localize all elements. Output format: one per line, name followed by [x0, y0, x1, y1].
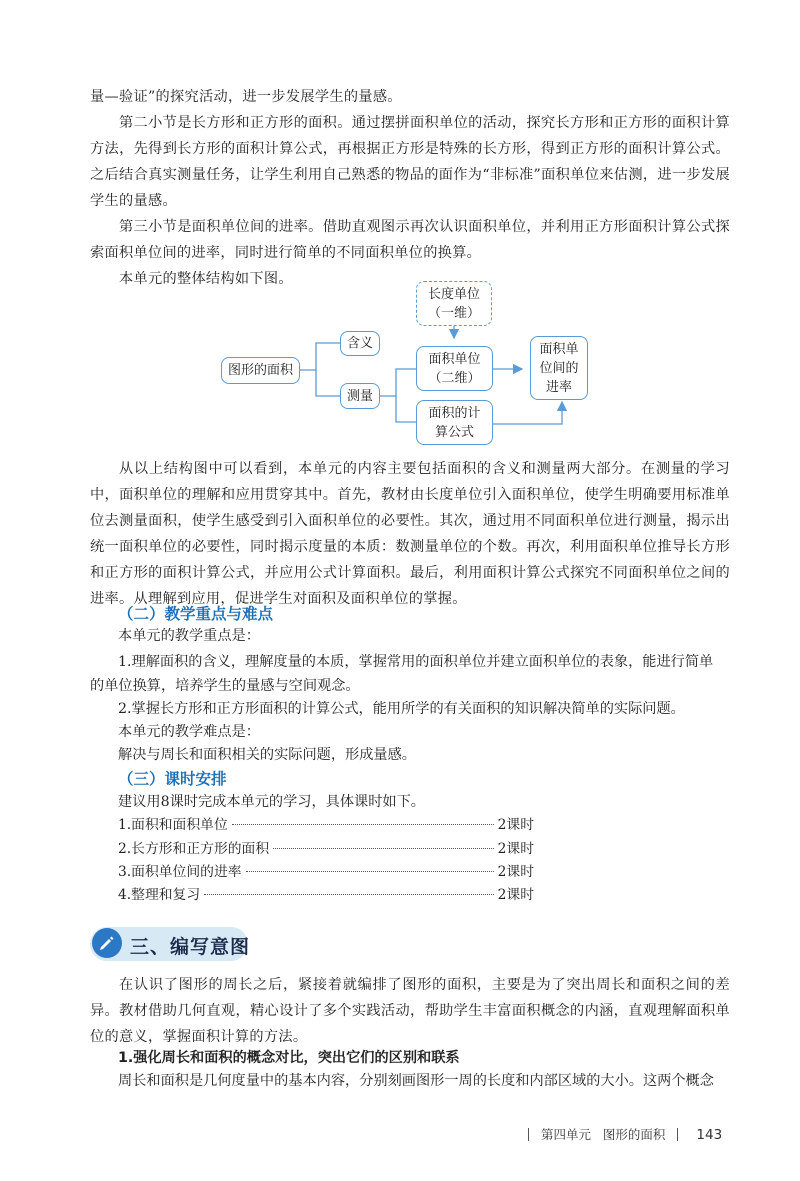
footer-divider — [677, 1128, 678, 1141]
diagram-unit-rate-line3: 进率 — [545, 379, 572, 395]
schedule-row — [118, 814, 534, 836]
paragraph-4: 本单元的整体结构如下图。 — [119, 271, 293, 287]
connector-measure — [316, 370, 340, 396]
diagram-area-of-shapes — [221, 357, 300, 384]
schedule-item: 2.长方形和正方形的面积 — [118, 841, 270, 857]
footer-unit: 第四单元 — [540, 1127, 591, 1142]
paragraph-5: 从以上结构图中可以看到，本单元的内容主要包括面积的含义和测量两大部分。在测量的学习中，面积单位的理解和应用贯穿其中。首先，教材由长度单位引入面积单位，使学生明确要用标准单位去测量面积，使学生感受到引入面积单位的必要性。其次，通过用不同面积单位进行测量，揭示出统一面积单位的必要性，同时揭示度量的本质：数测量单位的个数。再次，利用面积单位推导长方形和正方形的面积计算公式，并应用公式计算面积。最后，利用面积计算公式探究不同面积单位之间的进率。从理解到应用，促进学生对面积及面积单位的掌握。 — [90, 461, 730, 607]
page-number: 143 — [696, 1127, 723, 1143]
diagram-meaning-label: 含义 — [346, 336, 373, 351]
leader-dots — [232, 824, 494, 825]
schedule-intro: 建议用8课时完成本单元的学习，具体课时如下。 — [118, 794, 425, 810]
schedule-hours: 2课时 — [497, 864, 534, 880]
diagram-measure — [340, 383, 380, 409]
diagram-unit-rate-line2: 位间的 — [539, 360, 579, 376]
leader-dots — [273, 848, 493, 849]
diagram-unit-rate-line1: 面积单 — [539, 341, 579, 357]
key-point-1-line2: 的单位换算，培养学生的量感与空间观念。 — [90, 678, 360, 694]
diagram-area-of-shapes-label: 图形的面积 — [227, 363, 293, 378]
schedule-hours: 2课时 — [497, 841, 534, 857]
schedule-item: 4.整理和复习 — [118, 887, 201, 903]
connector-meaning — [300, 343, 340, 370]
schedule-hours: 2课时 — [497, 887, 534, 903]
connector-area-unit — [380, 369, 416, 396]
schedule-row — [118, 884, 534, 906]
diagram-connectors — [0, 0, 800, 460]
schedule-row — [118, 838, 534, 860]
diagram-area-unit — [416, 346, 493, 391]
schedule-row — [118, 861, 534, 883]
footer-divider — [528, 1128, 529, 1141]
footer-title: 图形的面积 — [602, 1127, 666, 1142]
paragraph-3: 第三小节是面积单位间的进率。借助直观图示再次认识面积单位，并利用正方形面积计算公式探索面积单位间的进率，同时进行简单的不同面积单位的换算。 — [90, 219, 730, 261]
schedule-hours: 2课时 — [497, 817, 534, 833]
diagram-area-formula — [416, 400, 493, 445]
key-point-2: 2.掌握长方形和正方形面积的计算公式，能用所学的有关面积的知识解决简单的实际问题。 — [118, 701, 685, 717]
key-points-intro: 本单元的教学重点是： — [118, 628, 260, 644]
part-three-paragraph-1: 在认识了图形的周长之后，紧接着就编排了图形的面积，主要是为了突出周长和面积之间的差异。教材借助几何直观，精心设计了多个实践活动，帮助学生丰富面积概念的内涵，直观理解面积单位的意义，掌握面积计算的方法。 — [90, 977, 730, 1045]
paragraph-1: 量—验证”的探究活动，进一步发展学生的量感。 — [90, 89, 402, 105]
diagram-meaning — [340, 331, 380, 356]
diagram-length-unit-line2: （一维） — [427, 305, 480, 321]
diagram-area-formula-line2: 算公式 — [434, 424, 474, 440]
diagram-area-unit-line1: 面积单位 — [428, 351, 481, 367]
diagram-measure-label: 测量 — [346, 388, 373, 404]
pen-icon — [92, 928, 122, 958]
section-key-difficult-heading: （二）教学重点与难点 — [118, 605, 274, 623]
schedule-item: 1.面积和面积单位 — [118, 817, 228, 833]
schedule-item: 3.面积单位间的进率 — [118, 864, 242, 880]
leader-dots — [204, 894, 493, 895]
part-three-subheading: 1.强化周长和面积的概念对比，突出它们的区别和联系 — [118, 1050, 460, 1066]
page-footer — [520, 1125, 722, 1143]
arrow-formula-to-rate — [493, 402, 562, 424]
diagram-length-unit — [416, 281, 492, 326]
section-schedule-heading: （三）课时安排 — [118, 770, 227, 788]
diagram-area-unit-line2: （二维） — [428, 370, 481, 386]
leader-dots — [246, 871, 494, 872]
diagram-length-unit-line1: 长度单位 — [427, 286, 480, 302]
part-three-paragraph-2: 周长和面积是几何度量中的基本内容，分别刻画图形一周的长度和内部区域的大小。这两个概念 — [118, 1073, 714, 1089]
key-point-1-line1: 1.理解面积的含义，理解度量的本质，掌握常用的面积单位并建立面积单位的表象，能进行简单 — [118, 654, 714, 670]
diagram-area-formula-line1: 面积的计 — [428, 405, 481, 421]
paragraph-2: 第二小节是长方形和正方形的面积。通过摆拼面积单位的活动，探究长方形和正方形的面积计算方法，先得到长方形的面积计算公式，再根据正方形是特殊的长方形，得到正方形的面积计算公式。之后结合真实测量任务，让学生利用自己熟悉的物品的面作为“非标准”面积单位来估测，进一步发展学生的量感。 — [90, 115, 730, 209]
part-three-title: 三、编写意图 — [130, 936, 251, 958]
difficult-points-intro: 本单元的教学难点是： — [118, 724, 260, 740]
difficult-point-1: 解决与周长和面积相关的实际问题，形成量感。 — [118, 747, 416, 763]
connector-formula — [396, 396, 416, 422]
diagram-unit-rate — [530, 336, 588, 400]
